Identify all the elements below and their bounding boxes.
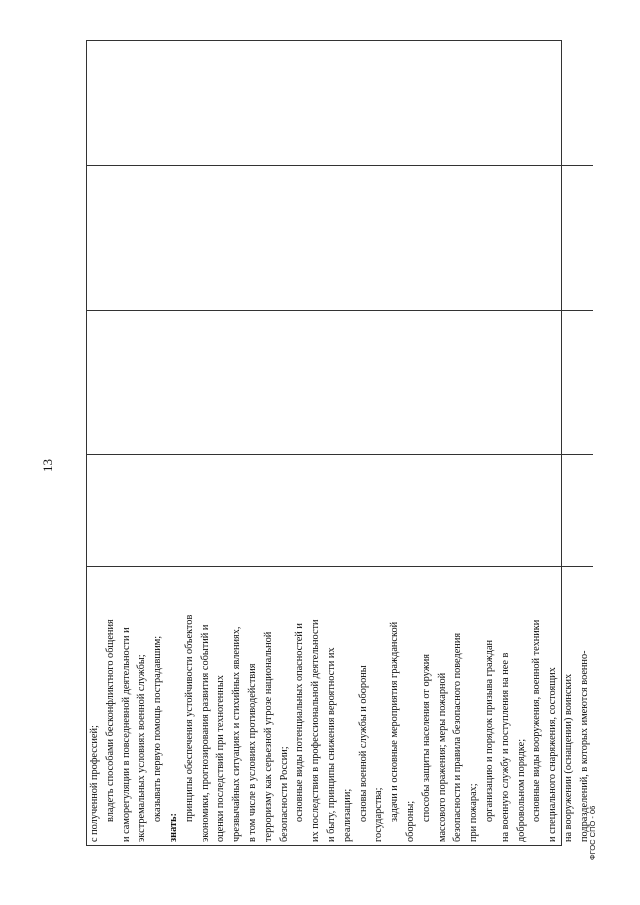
text-line: задачи и основные мероприятия гражданской (389, 621, 401, 822)
competency-table (86, 40, 590, 846)
text-line: основные виды потенциальных опасностей и (294, 623, 306, 822)
text-line: оценки последствий при техногенных (215, 675, 227, 842)
document-code: ФГОС СПО - 06 (588, 805, 597, 860)
text-line: и специального снаряжения, состоящих (547, 667, 559, 842)
text-line: и быту, принципы снижения вероятности их (325, 647, 337, 842)
text-line: добровольном порядке; (515, 738, 527, 842)
table-row (86, 40, 590, 846)
text-line: и саморегуляции в повседневной деятельности и (120, 627, 132, 842)
text-line: подразделений, в которых имеются военно- (578, 650, 590, 842)
knowledge-skills-cell (87, 566, 593, 845)
text-line: на военную службу и поступления на нее в (499, 652, 511, 842)
text-line: безопасности России; (278, 746, 290, 842)
text-line: способы защиты населения от оружия (420, 653, 432, 822)
text-line: с полученной профессией; (89, 725, 100, 842)
text-line: обороны; (404, 800, 416, 842)
text-line: массового поражения; меры пожарной (436, 672, 448, 842)
text-line: чрезвычайных ситуациях и стихийных явлениях, (231, 626, 243, 842)
empty-cell-4 (87, 165, 593, 310)
text-line: реализации; (341, 788, 353, 842)
text-line: безопасности и правила безопасного поведения (452, 632, 464, 842)
page-number: 13 (40, 459, 55, 472)
empty-cell-3 (87, 310, 593, 454)
text-line: основные виды вооружения, военной техники (531, 619, 543, 822)
empty-cell-2 (87, 454, 593, 566)
text-line: их последствия в профессиональной деятельности (310, 619, 322, 842)
text-line: на вооружении (оснащении) воинских (562, 673, 574, 842)
text-line: организацию и порядок призыва граждан (483, 639, 495, 822)
text-line: при пожарах; (468, 783, 480, 842)
text-line: основы военной службы и обороны (357, 665, 369, 822)
text-line: оказывать первую помощь пострадавшим; (152, 635, 164, 822)
empty-cell-5 (87, 39, 593, 165)
text-line: терроризму как серьезной угрозе национальной (262, 631, 274, 842)
text-line: знать: (167, 813, 179, 842)
text-line: государства; (373, 787, 385, 842)
text-line: экстремальных условиях военной службы; (136, 654, 148, 842)
text-line: в том числе в условиях противодействия (246, 663, 258, 842)
text-line: экономики, прогнозирования развития событий и (199, 624, 211, 842)
text-line: владеть способами бесконфликтного общения (104, 619, 116, 822)
text-line: принципы обеспечения устойчивости объектов (183, 614, 195, 822)
